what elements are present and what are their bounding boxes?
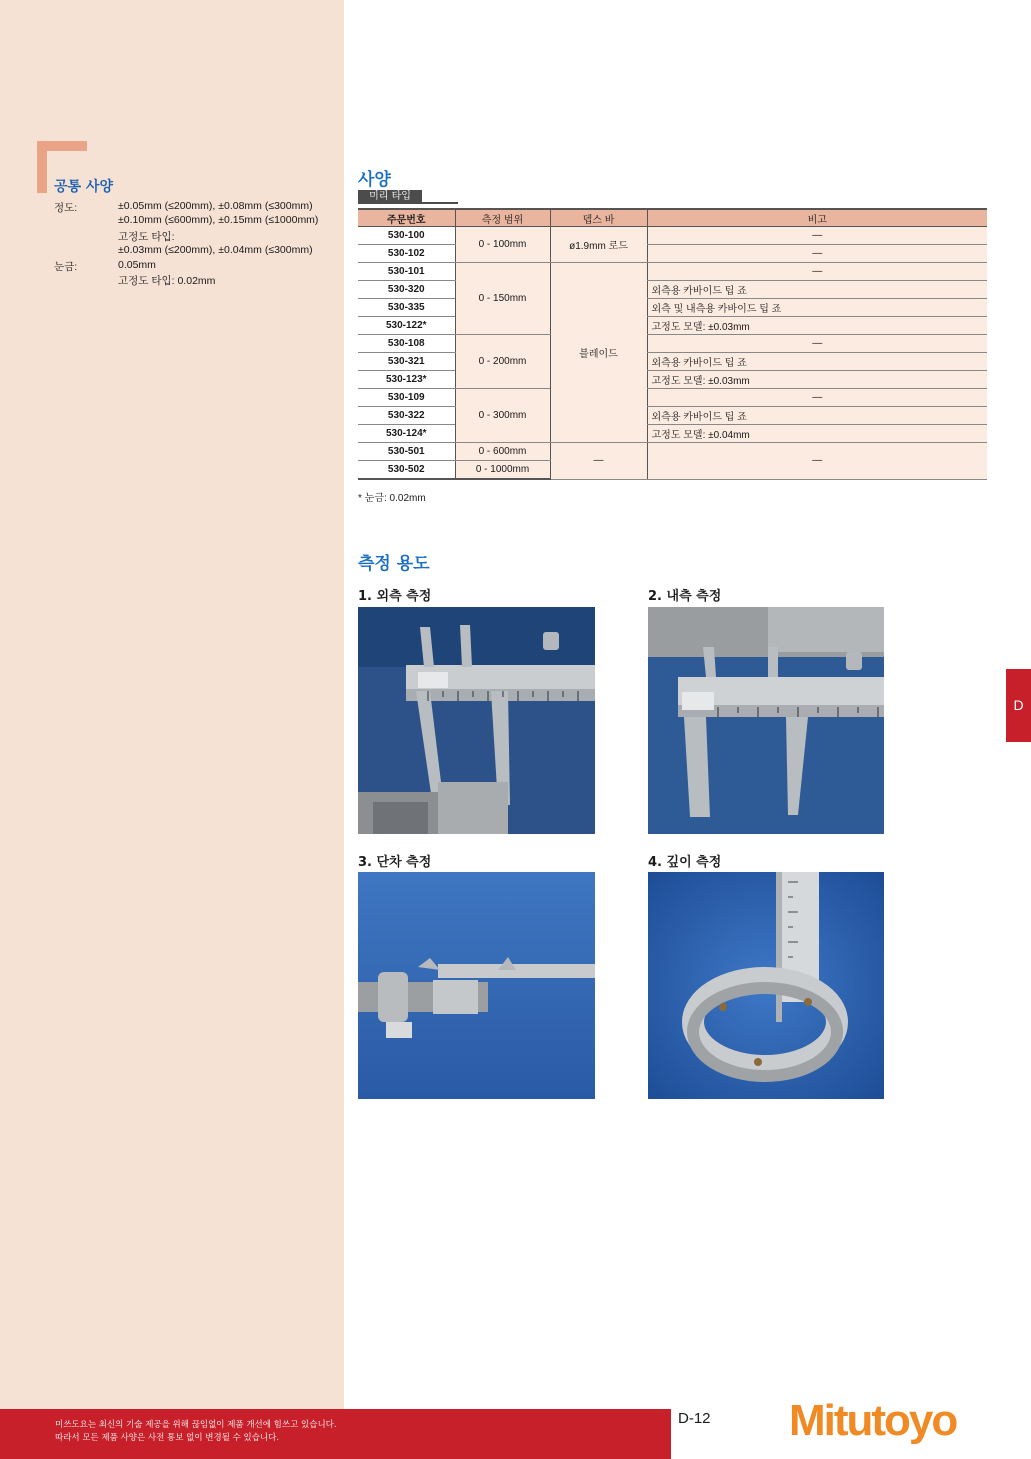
spec-section-title: 사양 (358, 170, 391, 190)
table-row (358, 245, 987, 263)
remark-cell: — (647, 227, 987, 245)
order-number: 530-322 (358, 407, 455, 425)
range-cell: 0 - 200mm (455, 335, 550, 389)
accuracy-line: 고정도 타입: (118, 231, 175, 243)
order-number: 530-321 (358, 353, 455, 371)
photo-step-measurement (358, 872, 595, 1099)
remark-cell: — (647, 389, 987, 407)
range-cell: 0 - 300mm (455, 389, 550, 443)
mitutoyo-logo: Mitutoyo (789, 1396, 957, 1445)
order-number: 530-122* (358, 317, 455, 335)
table-row (358, 335, 987, 353)
range-cell: 0 - 100mm (455, 227, 550, 263)
spec-table (358, 208, 987, 480)
order-number: 530-335 (358, 299, 455, 317)
column-header: 비고 (647, 209, 987, 227)
use-caption-step: 3. 단차 측정 (358, 855, 432, 870)
accuracy-line: ±0.10mm (≤600mm), ±0.15mm (≤1000mm) (118, 214, 319, 226)
corner-bracket-decoration-vertical (37, 141, 47, 193)
graduation-line: 0.05mm (118, 259, 156, 271)
table-row (358, 443, 987, 461)
subtab-underline (422, 202, 458, 204)
remark-cell: 외측 및 내측용 카바이드 팁 죠 (647, 299, 987, 317)
type-subtab (358, 190, 458, 204)
remark-cell: 고정도 모델: ±0.04mm (647, 425, 987, 443)
table-row (358, 263, 987, 281)
range-cell: 0 - 150mm (455, 263, 550, 335)
uses-section-title: 측정 용도 (358, 554, 430, 574)
table-row (358, 371, 987, 389)
remark-cell: — (647, 443, 987, 480)
depth-bar-cell: — (550, 443, 647, 480)
graduation-label: 눈금: (54, 261, 78, 273)
table-row (358, 299, 987, 317)
depth-bar-cell: ø1.9mm 로드 (550, 227, 647, 263)
column-header: 주문번호 (358, 209, 455, 227)
remark-cell: 고정도 모델: ±0.03mm (647, 317, 987, 335)
remark-cell: 외측용 카바이드 팁 죠 (647, 407, 987, 425)
common-spec-title: 공통 사양 (54, 179, 113, 195)
table-row (358, 425, 987, 443)
order-number: 530-124* (358, 425, 455, 443)
depth-bar-cell: 블레이드 (550, 263, 647, 443)
remark-cell: 외측용 카바이드 팁 죠 (647, 281, 987, 299)
table-row (358, 281, 987, 299)
table-row (358, 389, 987, 407)
remark-cell: 외측용 카바이드 팁 죠 (647, 353, 987, 371)
footer-notice-line2: 따라서 모든 제품 사양은 사전 통보 없이 변경될 수 있습니다. (55, 1433, 280, 1443)
use-caption-depth: 4. 깊이 측정 (648, 855, 722, 870)
remark-cell: — (647, 245, 987, 263)
order-number: 530-501 (358, 443, 455, 461)
accuracy-line: ±0.03mm (≤200mm), ±0.04mm (≤300mm) (118, 244, 313, 256)
use-caption-inside: 2. 내측 측정 (648, 589, 722, 604)
photo-inside-measurement (648, 607, 884, 834)
photo-outside-measurement (358, 607, 595, 834)
type-subtab-label: 미리 타입 (358, 190, 422, 204)
order-number: 530-502 (358, 461, 455, 480)
table-row (358, 227, 987, 245)
order-number: 530-102 (358, 245, 455, 263)
order-number: 530-320 (358, 281, 455, 299)
table-row (358, 407, 987, 425)
footer-notice-line1: 미쓰도요는 최신의 기술 제공을 위해 끊임없이 제품 개선에 힘쓰고 있습니다. (55, 1420, 337, 1430)
page-number: D-12 (678, 1410, 711, 1427)
remark-cell: — (647, 335, 987, 353)
graduation-line: 고정도 타입: 0.02mm (118, 275, 216, 287)
order-number: 530-100 (358, 227, 455, 245)
order-number: 530-101 (358, 263, 455, 281)
order-number: 530-109 (358, 389, 455, 407)
table-header-row (358, 209, 987, 227)
remark-cell: 고정도 모델: ±0.03mm (647, 371, 987, 389)
remark-cell: — (647, 263, 987, 281)
table-row (358, 353, 987, 371)
accuracy-line: ±0.05mm (≤200mm), ±0.08mm (≤300mm) (118, 200, 313, 212)
column-header: 뎁스 바 (550, 209, 647, 227)
accuracy-label: 정도: (54, 202, 78, 214)
use-caption-outside: 1. 외측 측정 (358, 589, 432, 604)
section-tab-d: D (1006, 669, 1031, 742)
range-cell: 0 - 600mm (455, 443, 550, 461)
order-number: 530-123* (358, 371, 455, 389)
range-cell: 0 - 1000mm (455, 461, 550, 480)
table-row (358, 317, 987, 335)
photo-depth-measurement (648, 872, 884, 1099)
column-header: 측정 범위 (455, 209, 550, 227)
order-number: 530-108 (358, 335, 455, 353)
table-footnote: * 눈금: 0.02mm (358, 493, 426, 504)
